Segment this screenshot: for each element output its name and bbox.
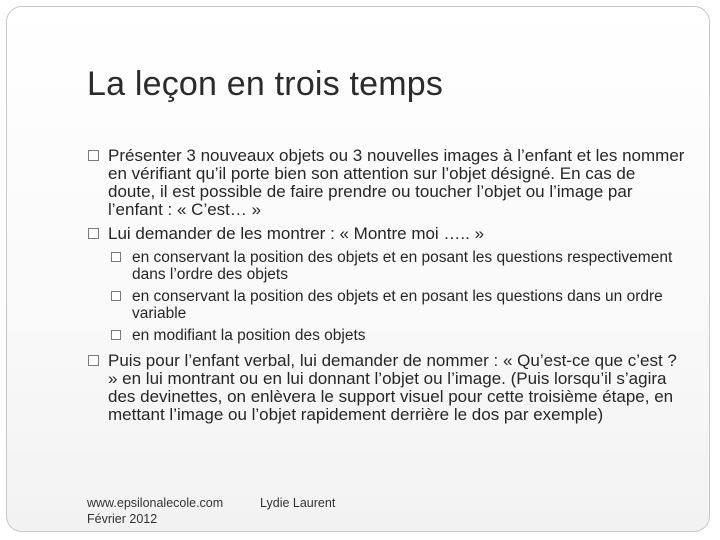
footer-author: Lydie Laurent xyxy=(260,496,336,510)
square-bullet-icon xyxy=(88,355,99,366)
sub-bullet-text: en modifiant la position des objets xyxy=(132,327,366,344)
sub-bullet-item xyxy=(111,327,687,344)
sub-bullet-text: en conservant la position des objets et en posant les questions respectivement dans l’ordre des objets xyxy=(132,249,673,283)
footer-date: Février 2012 xyxy=(87,512,158,526)
bullet-text: Lui demander de les montrer : « Montre moi ….. » xyxy=(108,224,485,243)
bullet-item xyxy=(87,352,687,424)
slide-frame xyxy=(6,6,710,532)
square-bullet-icon xyxy=(88,228,99,239)
footer-source xyxy=(87,495,223,527)
footer-website: www.epsilonalecole.com xyxy=(87,496,224,510)
sub-bullet-item xyxy=(111,288,687,322)
sub-bullet-item xyxy=(111,249,687,283)
bullet-text: Puis pour l’enfant verbal, lui demander de nommer : « Qu’est-ce que c’est ? » en lui montrant ou en lui donnant l’objet ou l’image. (Puis lorsqu’il s’agira des devinettes, on enlèvera le support visuel pour cette troisième étape, en mettant l’image ou l’objet rapidement derrière le dos par exemple) xyxy=(108,351,677,424)
square-bullet-icon xyxy=(111,291,121,301)
bullet-item xyxy=(87,147,687,219)
sub-bullet-list xyxy=(87,249,687,344)
square-bullet-icon xyxy=(88,150,99,161)
bullet-item xyxy=(87,225,687,243)
square-bullet-icon xyxy=(111,330,121,340)
slide-body xyxy=(87,147,687,430)
square-bullet-icon xyxy=(111,252,121,262)
slide-title: La leçon en trois temps xyxy=(87,65,444,103)
sub-bullet-text: en conservant la position des objets et en posant les questions dans un ordre variable xyxy=(132,288,663,322)
bullet-text: Présenter 3 nouveaux objets ou 3 nouvelles images à l’enfant et les nommer en vérifiant qu’il porte bien son attention sur l’objet désigné. En cas de doute, il est possible de faire prendre ou toucher l’objet ou l’image par l’enfant : « C’est… » xyxy=(108,146,685,219)
